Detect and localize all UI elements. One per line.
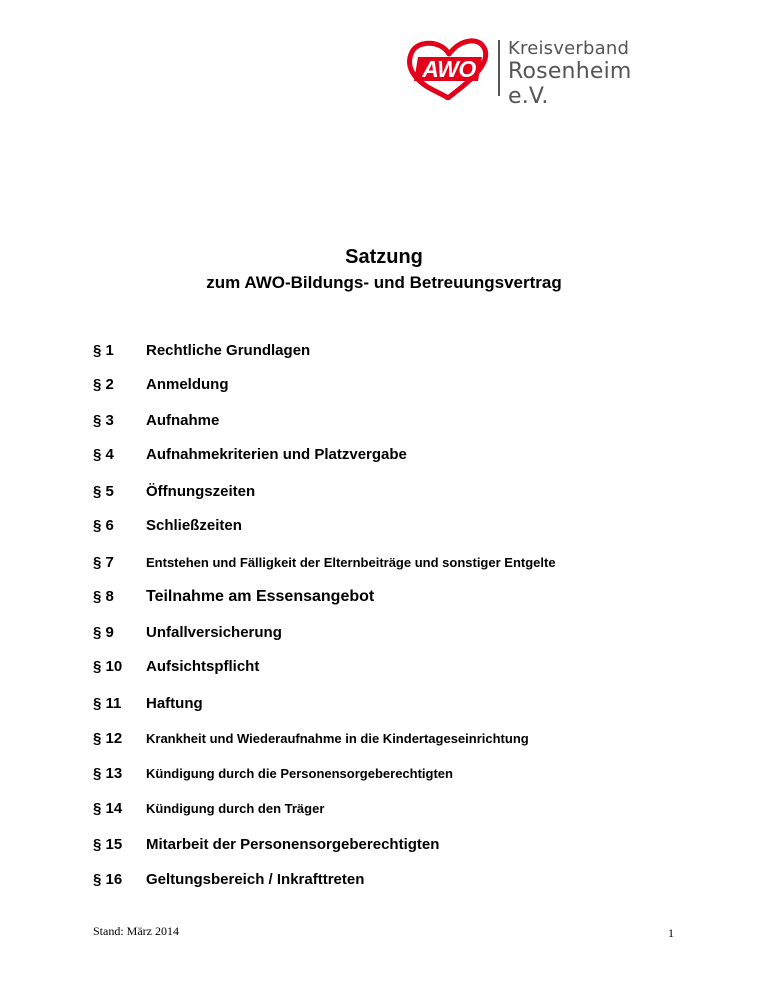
toc-section-title: Schließzeiten: [146, 517, 242, 534]
logo-divider: [498, 40, 500, 96]
logo-wordmark: AWO: [422, 56, 476, 82]
toc-section-title: Haftung: [146, 695, 203, 712]
awo-logo: [404, 38, 664, 109]
toc-section-number: § 11: [93, 695, 122, 712]
toc-section-number: § 15: [93, 836, 123, 853]
toc-section-title: Krankheit und Wiederaufnahme in die Kindertageseinrichtung: [146, 731, 529, 746]
toc-section-number: § 14: [93, 800, 123, 817]
toc-section-number: § 4: [93, 446, 114, 463]
footer-date: Stand: März 2014: [93, 924, 179, 938]
toc-section-number: § 9: [93, 624, 114, 641]
toc-section-number: § 8: [93, 588, 114, 605]
toc-section-title: Mitarbeit der Personensorgeberechtigten: [146, 836, 440, 853]
toc-section-title: Kündigung durch den Träger: [146, 801, 325, 816]
toc-section-title: Teilnahme am Essensangebot: [146, 588, 375, 605]
toc-section-title: Aufnahme: [146, 412, 220, 429]
toc-section-number: § 5: [93, 483, 114, 500]
toc-section-number: § 13: [93, 765, 123, 782]
toc-section-title: Anmeldung: [146, 376, 229, 393]
toc-section-title: Aufsichtspflicht: [146, 658, 260, 675]
toc-section-title: Rechtliche Grundlagen: [146, 342, 311, 359]
toc-section-number: § 3: [93, 412, 114, 429]
document-title: Satzung: [345, 246, 423, 268]
toc-section-number: § 2: [93, 376, 114, 393]
document-subtitle: zum AWO-Bildungs- und Betreuungsvertrag: [206, 273, 562, 292]
toc-section-title: Aufnahmekriterien und Platzvergabe: [146, 446, 407, 463]
toc-section-title: Öffnungszeiten: [146, 483, 256, 500]
toc-section-number: § 10: [93, 658, 123, 675]
toc-section-number: § 12: [93, 730, 123, 747]
toc-section-title: Kündigung durch die Personensorgeberechtigten: [146, 766, 453, 781]
toc-section-number: § 1: [93, 342, 114, 359]
toc-section-number: § 7: [93, 554, 114, 571]
toc-section-title: Entstehen und Fälligkeit der Elternbeiträge und sonstiger Entgelte: [146, 555, 556, 570]
toc-section-number: § 6: [93, 517, 114, 534]
toc-section-title: Geltungsbereich / Inkrafttreten: [146, 871, 365, 888]
logo-org-line2: Rosenheim e.V.: [508, 59, 632, 109]
toc-section-title: Unfallversicherung: [146, 624, 282, 641]
toc-section-number: § 16: [93, 871, 123, 888]
logo-org-line1: Kreisverband: [508, 38, 630, 59]
page-number: 1: [668, 926, 674, 940]
